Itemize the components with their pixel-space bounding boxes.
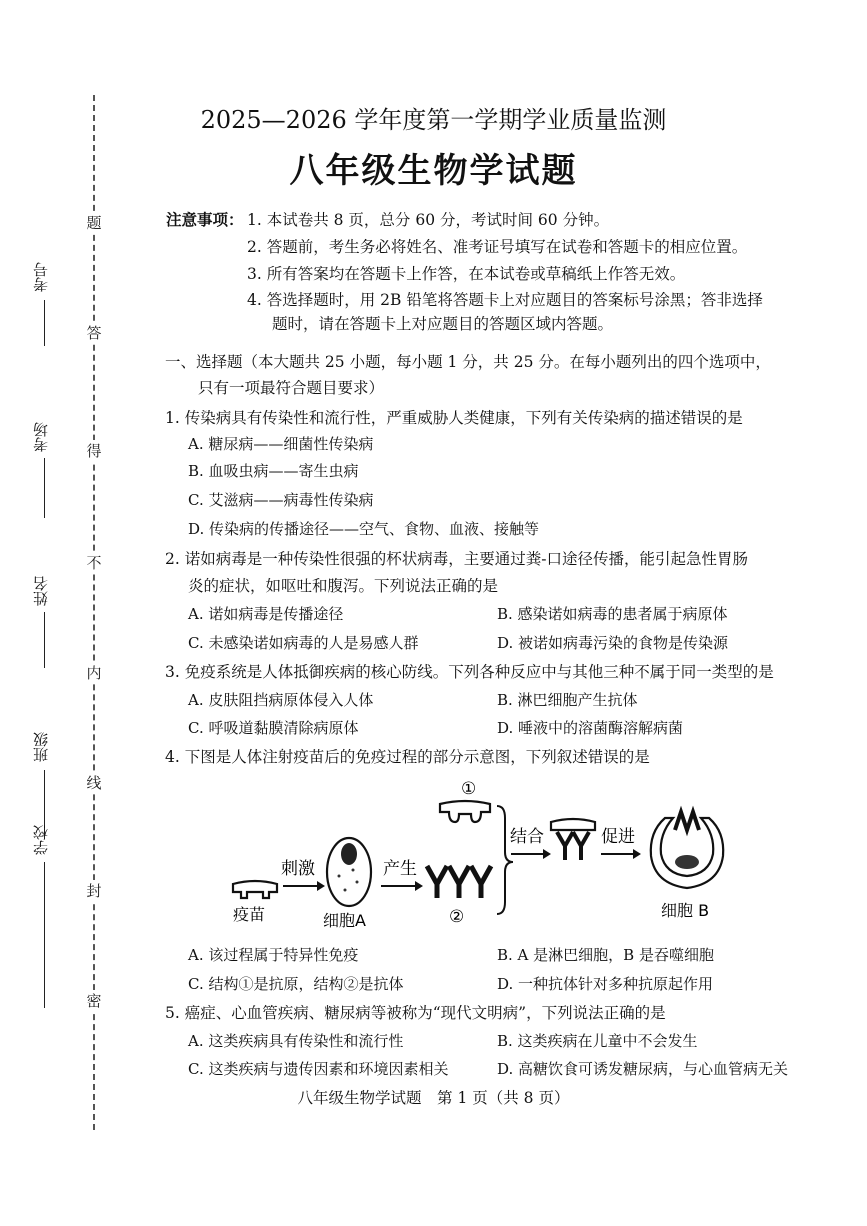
antibody-shape <box>427 866 447 884</box>
binding-dashed-line <box>93 95 95 1130</box>
seal-char: 题 <box>84 212 104 233</box>
question-3-option-c: C. 呼吸道黏膜清除病原体 <box>188 719 359 737</box>
question-3-stem: 3. 免疫系统是人体抵御疾病的核心防线。下列各种反应中与其他三种不属于同一类型的是 <box>165 663 774 681</box>
section-heading: 一、选择题（本大题共 25 小题，每小题 1 分，共 25 分。在每小题列出的四个选项中， <box>165 353 771 371</box>
arrow-promote-head <box>633 849 641 859</box>
seal-char: 内 <box>84 662 104 683</box>
side-line-xingming <box>44 612 45 668</box>
question-1-option-c: C. 艾滋病——病毒性传染病 <box>188 491 374 509</box>
cell-b-engulfed-complex <box>675 812 699 830</box>
question-3-option-d: D. 唾液中的溶菌酶溶解病菌 <box>497 719 684 737</box>
label-vaccine: 疫苗 <box>233 905 266 924</box>
question-1-option-d: D. 传染病的传播途径——空气、食物、血液、接触等 <box>188 520 540 538</box>
complex-antibody-shape <box>557 832 573 846</box>
notes-item: 2. 答题前，考生务必将姓名、准考证号填写在试卷和答题卡的相应位置。 <box>247 238 748 256</box>
side-line-kaochang <box>44 458 45 518</box>
question-3-option-a: A. 皮肤阻挡病原体侵入人体 <box>188 691 374 709</box>
label-stimulate: 刺激 <box>281 859 315 879</box>
exam-title: 2025—2026 学年度第一学期学业质量监测 <box>200 106 667 134</box>
question-5-option-b: B. 这类疾病在儿童中不会发生 <box>497 1032 698 1050</box>
question-2-stem: 2. 诺如病毒是一种传染性很强的杯状病毒，主要通过粪-口途径传播，能引起急性胃肠 <box>165 550 748 568</box>
cell-a-dot <box>344 889 347 892</box>
label-cell-b: 细胞 B <box>661 901 710 920</box>
notes-item: 1. 本试卷共 8 页，总分 60 分，考试时间 60 分钟。 <box>247 211 610 229</box>
question-1-option-b: B. 血吸虫病——寄生虫病 <box>188 462 359 480</box>
brace <box>497 806 513 914</box>
question-1-stem: 1. 传染病具有传染性和流行性，严重威胁人类健康，下列有关传染病的描述错误的是 <box>165 409 743 427</box>
question-5-stem: 5. 癌症、心血管疾病、糖尿病等被称为“现代文明病”，下列说法正确的是 <box>165 1004 666 1022</box>
immune-process-svg <box>225 772 745 937</box>
exam-subtitle: 八年级生物学试题 <box>289 151 578 191</box>
immune-process-diagram <box>225 772 745 937</box>
question-3-option-b: B. 淋巴细胞产生抗体 <box>497 691 638 709</box>
label-produce: 产生 <box>383 859 417 879</box>
side-label-xingming: 姓名 <box>32 576 50 606</box>
label-combine: 结合 <box>510 827 544 847</box>
question-5-option-d: D. 高糖饮食可诱发糖尿病，与心血管病无关 <box>497 1060 789 1078</box>
question-4-option-d: D. 一种抗体针对多种抗原起作用 <box>497 975 714 993</box>
seal-char: 封 <box>84 880 104 901</box>
question-2-option-c: C. 未感染诺如病毒的人是易感人群 <box>188 634 419 652</box>
side-line-banji <box>44 770 45 828</box>
cell-a-nucleus <box>341 843 357 865</box>
vaccine-shape <box>233 881 277 898</box>
page-footer: 八年级生物学试题 第 1 页（共 8 页） <box>297 1089 570 1107</box>
question-4-option-c: C. 结构①是抗原，结构②是抗体 <box>188 975 404 993</box>
seal-char: 得 <box>84 440 104 461</box>
notes-item: 3. 所有答案均在答题卡上作答，在本试卷或草稿纸上作答无效。 <box>247 265 686 283</box>
question-4-option-a: A. 该过程属于特异性免疫 <box>188 946 359 964</box>
question-4-option-b: B. A 是淋巴细胞，B 是吞噬细胞 <box>497 946 714 964</box>
arrow-stimulate-head <box>317 881 325 891</box>
arrow-combine-head <box>543 849 551 859</box>
question-4-stem: 4. 下图是人体注射疫苗后的免疫过程的部分示意图，下列叙述错误的是 <box>165 748 650 766</box>
side-line-xuexiao <box>44 862 45 1008</box>
seal-char: 不 <box>84 552 104 573</box>
label-promote: 促进 <box>601 827 635 847</box>
cell-b-nucleus <box>675 855 699 869</box>
complex-antigen-shape <box>551 819 595 830</box>
complex-antibody-shape <box>573 832 589 846</box>
cell-a-dot <box>356 881 359 884</box>
side-line-kaohao <box>44 300 45 346</box>
question-2-option-d: D. 被诺如病毒污染的食物是传染源 <box>497 634 729 652</box>
question-5-option-c: C. 这类疾病与遗传因素和环境因素相关 <box>188 1060 449 1078</box>
question-2-option-b: B. 感染诺如病毒的患者属于病原体 <box>497 605 728 623</box>
cell-a-dot <box>352 869 355 872</box>
antigen-shape <box>440 801 490 822</box>
arrow-produce-head <box>415 881 423 891</box>
notes-item: 题时，请在答题卡上对应题目的答题区域内答题。 <box>272 315 614 333</box>
cell-a-dot <box>338 875 341 878</box>
side-label-xuexiao: 学校 <box>32 825 50 855</box>
label-circled-1: ① <box>461 779 477 799</box>
antibody-shape <box>471 866 491 884</box>
question-5-option-a: A. 这类疾病具有传染性和流行性 <box>188 1032 404 1050</box>
question-1-option-a: A. 糖尿病——细菌性传染病 <box>188 435 374 453</box>
label-circled-2: ② <box>449 907 465 927</box>
side-label-kaochang: 考场 <box>32 422 50 452</box>
section-heading-cont: 只有一项最符合题目要求） <box>198 379 385 397</box>
seal-char: 密 <box>84 990 104 1011</box>
question-2-option-a: A. 诺如病毒是传播途径 <box>188 605 344 623</box>
notes-label: 注意事项： <box>166 210 244 229</box>
seal-char: 线 <box>84 772 104 793</box>
antibody-shape <box>449 866 469 884</box>
label-cell-a: 细胞A <box>323 911 366 930</box>
side-label-banji: 班级 <box>32 732 50 762</box>
seal-char: 答 <box>84 322 104 343</box>
side-label-kaohao: 考号 <box>32 262 50 292</box>
question-2-stem-cont: 炎的症状，如呕吐和腹泻。下列说法正确的是 <box>188 577 499 595</box>
notes-item: 4. 答选择题时，用 2B 铅笔将答题卡上对应题目的答案标号涂黑；答非选择 <box>247 291 763 309</box>
